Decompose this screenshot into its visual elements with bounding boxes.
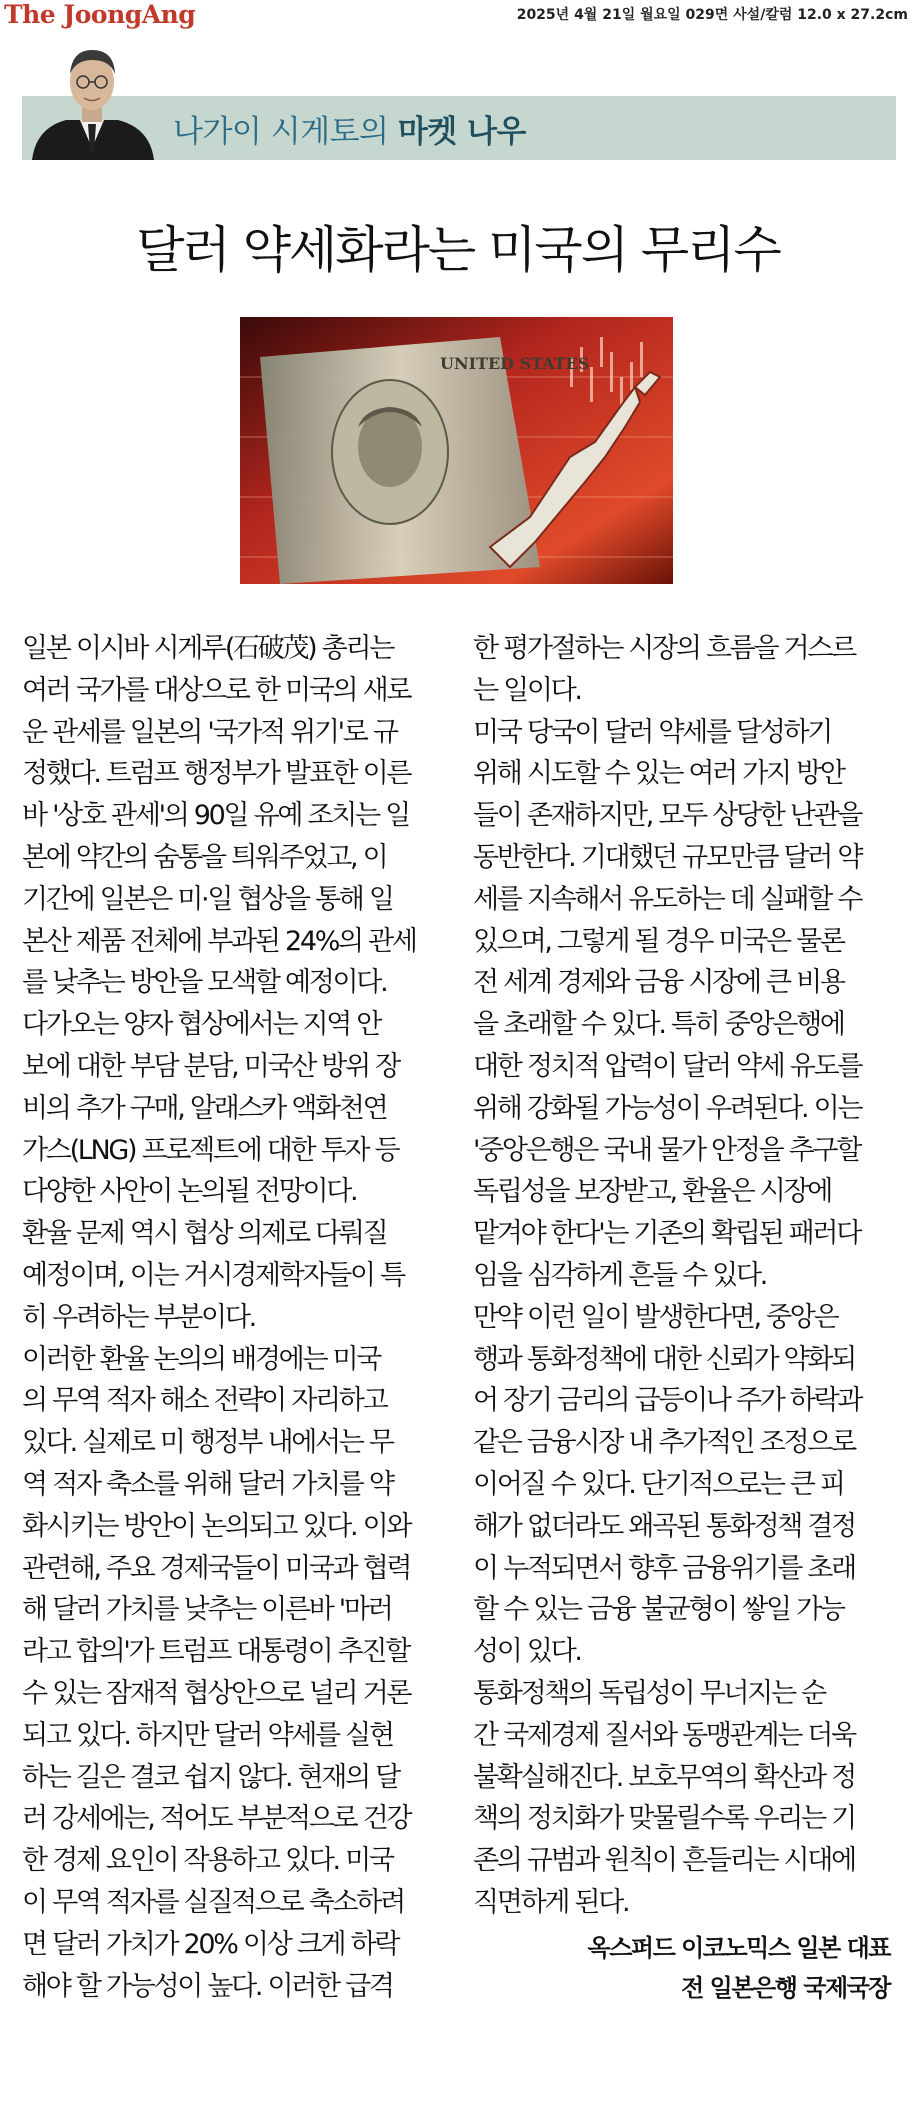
article-text-line: 불확실해진다. 보호무역의 확산과 정 bbox=[473, 1761, 855, 1793]
article-column-left bbox=[22, 628, 442, 2007]
article-text-line: 대한 정치적 압력이 달러 약세 유도를 bbox=[473, 1050, 862, 1082]
article-text-line: 수 있는 잠재적 협상안으로 널리 거론 bbox=[22, 1677, 411, 1709]
article-text-line: 있으며, 그렇게 될 경우 미국은 물론 bbox=[473, 925, 844, 957]
article-text-line: 이 누적되면서 향후 금융위기를 초래 bbox=[473, 1552, 855, 1584]
article-text-line: 러 강세에는, 적어도 부분적으로 건강 bbox=[22, 1803, 411, 1835]
article-text-line: 의 무역 적자 해소 전략이 자리하고 bbox=[22, 1385, 387, 1417]
article-text-line: 역 적자 축소를 위해 달러 가치를 약 bbox=[22, 1468, 393, 1500]
article-text-line: 가스(LNG) 프로젝트에 대한 투자 등 bbox=[22, 1134, 399, 1166]
article-text-line: 간 국제경제 질서와 동맹관계는 더욱 bbox=[473, 1719, 855, 1751]
article-text-line: 통화정책의 독립성이 무너지는 순 bbox=[473, 1677, 825, 1709]
author-portrait bbox=[22, 30, 162, 160]
article-text-line: 면 달러 가치가 20% 이상 크게 하락 bbox=[22, 1928, 399, 1960]
column-author-prefix: 나가이 시게토의 bbox=[173, 114, 398, 150]
article-text-line: 성이 있다. bbox=[473, 1636, 581, 1668]
article-text-line: 맡겨야 한다'는 기존의 확립된 패러다 bbox=[473, 1218, 860, 1250]
article-text-line: 다양한 사안이 논의될 전망이다. bbox=[22, 1176, 357, 1208]
article-text-line: 되고 있다. 하지만 달러 약세를 실현 bbox=[22, 1719, 393, 1751]
article-text-line: 직면하게 된다. bbox=[473, 1886, 629, 1918]
edition-info: 2025년 4월 21일 월요일 029면 사설/칼럼 12.0 x 27.2cm bbox=[516, 7, 908, 23]
article-text-line: 위해 시도할 수 있는 여러 가지 방안 bbox=[473, 758, 844, 790]
article-text-line: 해가 없더라도 왜곡된 통화정책 결정 bbox=[473, 1510, 855, 1542]
article-text-line: '중앙은행은 국내 물가 안정을 추구할 bbox=[473, 1134, 860, 1166]
article-text-line: 한 평가절하는 시장의 흐름을 거스르 bbox=[473, 633, 855, 664]
article-text-line: 들이 존재하지만, 모두 상당한 난관을 bbox=[473, 800, 862, 832]
article-text-line: 있다. 실제로 미 행정부 내에서는 무 bbox=[22, 1427, 393, 1459]
article-text-line: 다가오는 양자 협상에서는 지역 안 bbox=[22, 1009, 381, 1041]
bill-text: UNITED STATES bbox=[440, 354, 590, 373]
article-text-line: 해야 할 가능성이 높다. 이러한 급격 bbox=[22, 1970, 393, 2002]
article-text-line: 운 관세를 일본의 '국가적 위기'로 규 bbox=[22, 716, 397, 748]
article-text-line: 존의 규범과 원칙이 흔들리는 시대에 bbox=[473, 1845, 855, 1877]
article-text-line: 는 일이다. bbox=[473, 674, 581, 706]
article-text-line: 정했다. 트럼프 행정부가 발표한 이른 bbox=[22, 758, 411, 790]
article-text-line: 화시키는 방안이 논의되고 있다. 이와 bbox=[22, 1510, 411, 1542]
dollar-japan-map-photo bbox=[240, 317, 673, 584]
article-text-line: 같은 금융시장 내 추가적인 조정으로 bbox=[473, 1427, 855, 1459]
article-text-line: 히 우려하는 부분이다. bbox=[22, 1301, 255, 1333]
article-text-line: 여러 국가를 대상으로 한 미국의 새로 bbox=[22, 674, 411, 706]
article-text-line: 를 낮추는 방안을 모색할 예정이다. bbox=[22, 967, 387, 999]
article-text-line: 환율 문제 역시 협상 의제로 다뤄질 bbox=[22, 1218, 387, 1250]
article-text-line: 독립성을 보장받고, 환율은 시장에 bbox=[473, 1176, 832, 1208]
article-text-line: 보에 대한 부담 분담, 미국산 방위 장 bbox=[22, 1050, 399, 1082]
article-text-line: 관련해, 주요 경제국들이 미국과 협력 bbox=[22, 1552, 411, 1584]
column-name: 마켓 나우 bbox=[397, 114, 526, 150]
article-text-line: 본산 제품 전체에 부과된 24%의 관세 bbox=[22, 925, 416, 957]
article-text-line: 기간에 일본은 미·일 협상을 통해 일 bbox=[22, 883, 393, 915]
article-text-line: 위해 강화될 가능성이 우려된다. 이는 bbox=[473, 1092, 862, 1124]
article-text-line: 임을 심각하게 흔들 수 있다. bbox=[473, 1259, 767, 1291]
article-text-line: 바 '상호 관세'의 90일 유예 조치는 일 bbox=[22, 800, 409, 832]
article-text-line: 할 수 있는 금융 불균형이 쌓일 가능 bbox=[473, 1594, 844, 1626]
article-text-line: 본에 약간의 숨통을 틔워주었고, 이 bbox=[22, 841, 387, 873]
masthead-bar bbox=[0, 0, 916, 30]
article-text-line: 세를 지속해서 유도하는 데 실패할 수 bbox=[473, 883, 862, 915]
article-text-line: 어 장기 금리의 급등이나 주가 하락과 bbox=[473, 1385, 862, 1417]
article-text-line: 미국 당국이 달러 약세를 달성하기 bbox=[473, 716, 832, 748]
column-title bbox=[173, 106, 526, 151]
article-text-line: 하는 길은 결코 쉽지 않다. 현재의 달 bbox=[22, 1761, 399, 1793]
article-column-right bbox=[473, 628, 893, 1924]
article-text-line: 해 달러 가치를 낮추는 이른바 '마러 bbox=[22, 1594, 392, 1626]
byline-title: 옥스퍼드 이코노믹스 일본 대표 bbox=[587, 1933, 890, 1962]
article-text-line: 책의 정치화가 맞물릴수록 우리는 기 bbox=[473, 1803, 855, 1835]
article-text-line: 예정이며, 이는 거시경제학자들이 특 bbox=[22, 1259, 404, 1291]
article-text-line: 한 경제 요인이 작용하고 있다. 미국 bbox=[22, 1845, 393, 1877]
article-text-line: 비의 추가 구매, 알래스카 액화천연 bbox=[22, 1092, 387, 1124]
article-text-line: 전 세계 경제와 금융 시장에 큰 비용 bbox=[473, 967, 844, 999]
article-text-line: 을 초래할 수 있다. 특히 중앙은행에 bbox=[473, 1009, 844, 1041]
article-text-line: 일본 이시바 시게루(石破茂) 총리는 bbox=[22, 633, 394, 664]
byline-former-title: 전 일본은행 국제국장 bbox=[681, 1973, 890, 2002]
newspaper-logo: The JoongAng bbox=[4, 0, 196, 29]
article-text-line: 이어질 수 있다. 단기적으로는 큰 피 bbox=[473, 1468, 844, 1500]
article-text-line: 행과 통화정책에 대한 신뢰가 약화되 bbox=[473, 1343, 855, 1375]
article-text-line: 이 무역 적자를 실질적으로 축소하려 bbox=[22, 1886, 404, 1918]
article-headline: 달러 약세화라는 미국의 무리수 bbox=[136, 221, 780, 279]
article-text-line: 만약 이런 일이 발생한다면, 중앙은 bbox=[473, 1301, 838, 1333]
article-text-line: 라고 합의'가 트럼프 대통령이 추진할 bbox=[22, 1636, 409, 1668]
article-text-line: 이러한 환율 논의의 배경에는 미국 bbox=[22, 1343, 381, 1375]
article-text-line: 동반한다. 기대했던 규모만큼 달러 약 bbox=[473, 841, 862, 873]
